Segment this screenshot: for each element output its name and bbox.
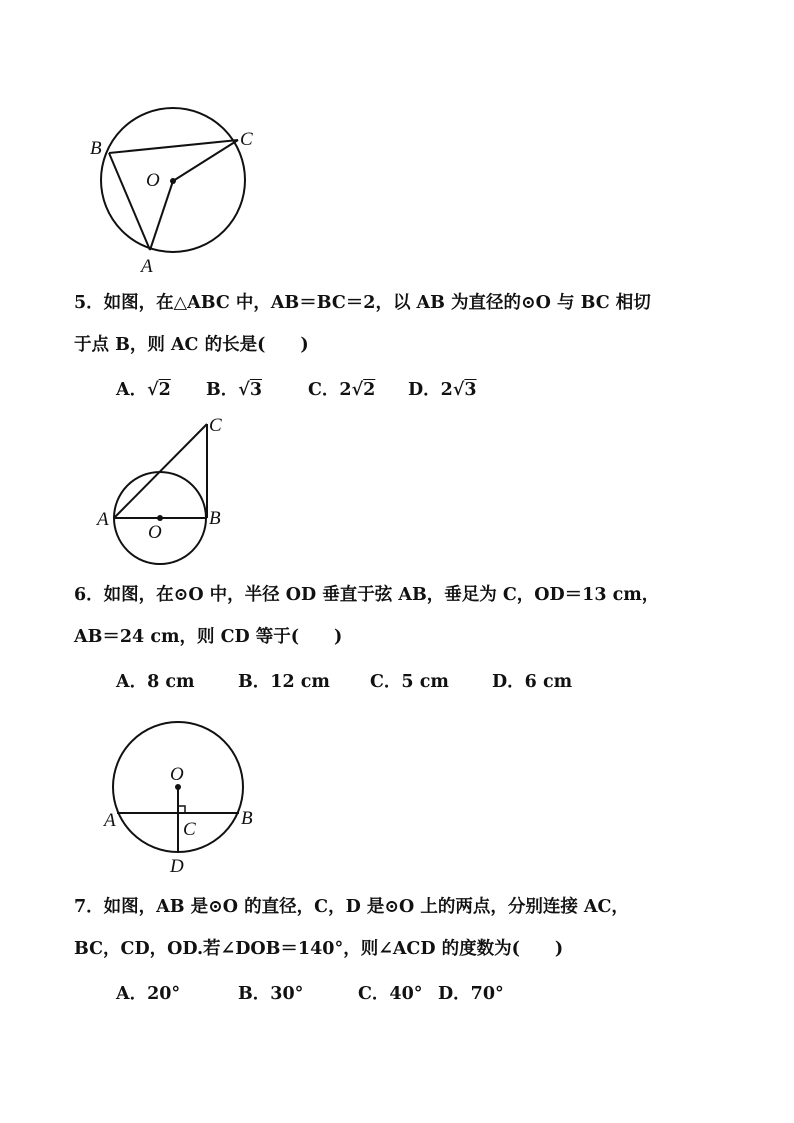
option-d-prefix: D．2 [408,380,453,400]
label-c: C [209,415,222,436]
option-d: D．70° [438,984,504,1004]
option-a: A．8 cm [116,672,195,692]
segment-ba [109,153,150,250]
question-7-line-2: BC，CD，OD.若∠DOB＝140°，则∠ACD 的度数为( ) [74,939,564,959]
center-point [170,178,176,184]
option-a [116,376,171,401]
question-5-line-1: 5．如图，在△ABC 中，AB＝BC＝2，以 AB 为直径的⊙O 与 BC 相切 [74,293,651,313]
figure-q6-svg [98,718,268,878]
question-5 [74,282,734,366]
label-o: O [170,764,184,785]
question-6 [74,574,734,658]
option-b: B．30° [238,984,304,1004]
label-b: B [241,808,253,829]
label-b: B [209,508,221,529]
option-a-prefix: A． [116,380,148,400]
figure-q6 [98,718,268,878]
figure-q5 [90,410,250,570]
label-b: B [90,138,102,159]
question-7-line-1: 7．如图，AB 是⊙O 的直径，C，D 是⊙O 上的两点，分别连接 AC， [74,897,629,917]
option-c [308,376,375,401]
figure-q4-svg [80,100,280,280]
question-5-line-2: 于点 B，则 AC 的长是( ) [74,335,309,355]
center-point [157,515,163,521]
label-c: C [240,129,253,150]
option-b: B．12 cm [238,672,330,692]
option-b [206,376,262,401]
label-o: O [146,170,160,191]
option-c: C．40° [358,984,423,1004]
option-a: A．20° [116,984,181,1004]
option-a-radicand: 2 [158,380,171,400]
sqrt-icon: √ [238,380,250,400]
label-a: A [97,509,109,530]
sqrt-icon: √ [452,380,465,400]
right-angle-mark [178,806,185,813]
option-c: C．5 cm [370,672,449,692]
option-b-prefix: B． [206,380,239,400]
figure-q5-svg [90,410,250,570]
option-b-radicand: 3 [249,380,262,400]
label-a: A [104,810,116,831]
option-d: D．6 cm [492,672,573,692]
question-7 [74,886,734,970]
segment-ac [114,424,207,518]
label-o: O [148,522,162,543]
option-c-radicand: 2 [363,380,376,400]
sqrt-icon: √ [351,380,364,400]
option-d-radicand: 3 [464,380,477,400]
question-6-line-2: AB＝24 cm，则 CD 等于( ) [74,627,343,647]
label-a: A [141,256,153,277]
option-d [408,376,477,401]
label-d: D [170,856,184,877]
segment-oa [150,181,173,250]
figure-q4 [80,100,280,280]
sqrt-icon: √ [147,380,159,400]
question-6-line-1: 6．如图，在⊙O 中，半径 OD 垂直于弦 AB，垂足为 C，OD＝13 cm， [74,585,660,605]
label-c: C [183,819,196,840]
option-c-prefix: C．2 [308,380,352,400]
